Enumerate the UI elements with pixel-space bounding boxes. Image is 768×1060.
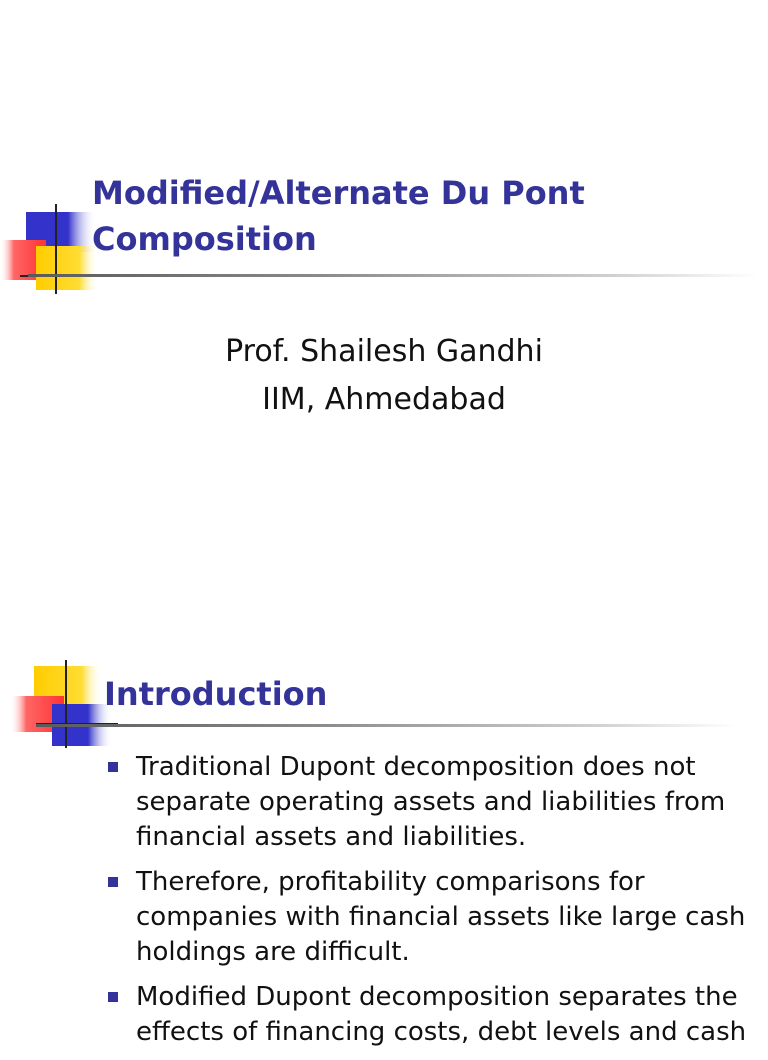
author-institution: IIM, Ahmedabad (262, 382, 506, 417)
bullet-text: Modified Dupont decomposition separates the effects of financing costs, debt levels and cash (136, 982, 747, 1047)
decorative-squares-icon (8, 660, 118, 750)
list-item (108, 750, 748, 855)
list-item (108, 865, 748, 970)
bullet-text: Traditional Dupont decomposition does not separate operating assets and liabilities from financial assets and liabilities. (136, 752, 726, 852)
slide-decoration-squares (8, 660, 118, 750)
bullet-list (108, 750, 748, 1060)
slide-title: Introduction (104, 675, 328, 713)
slide-title: Modified/Alternate Du Pont Composition (92, 174, 585, 258)
author-name: Prof. Shailesh Gandhi (225, 334, 543, 369)
bullet-text: Therefore, profitability comparisons for companies with financial assets like large cash holdings are difficult. (136, 867, 746, 967)
square-bullet-icon (108, 992, 118, 1002)
square-bullet-icon (108, 877, 118, 887)
title-divider (28, 274, 758, 277)
title-divider (36, 724, 736, 727)
list-item (108, 980, 748, 1050)
square-bullet-icon (108, 762, 118, 772)
